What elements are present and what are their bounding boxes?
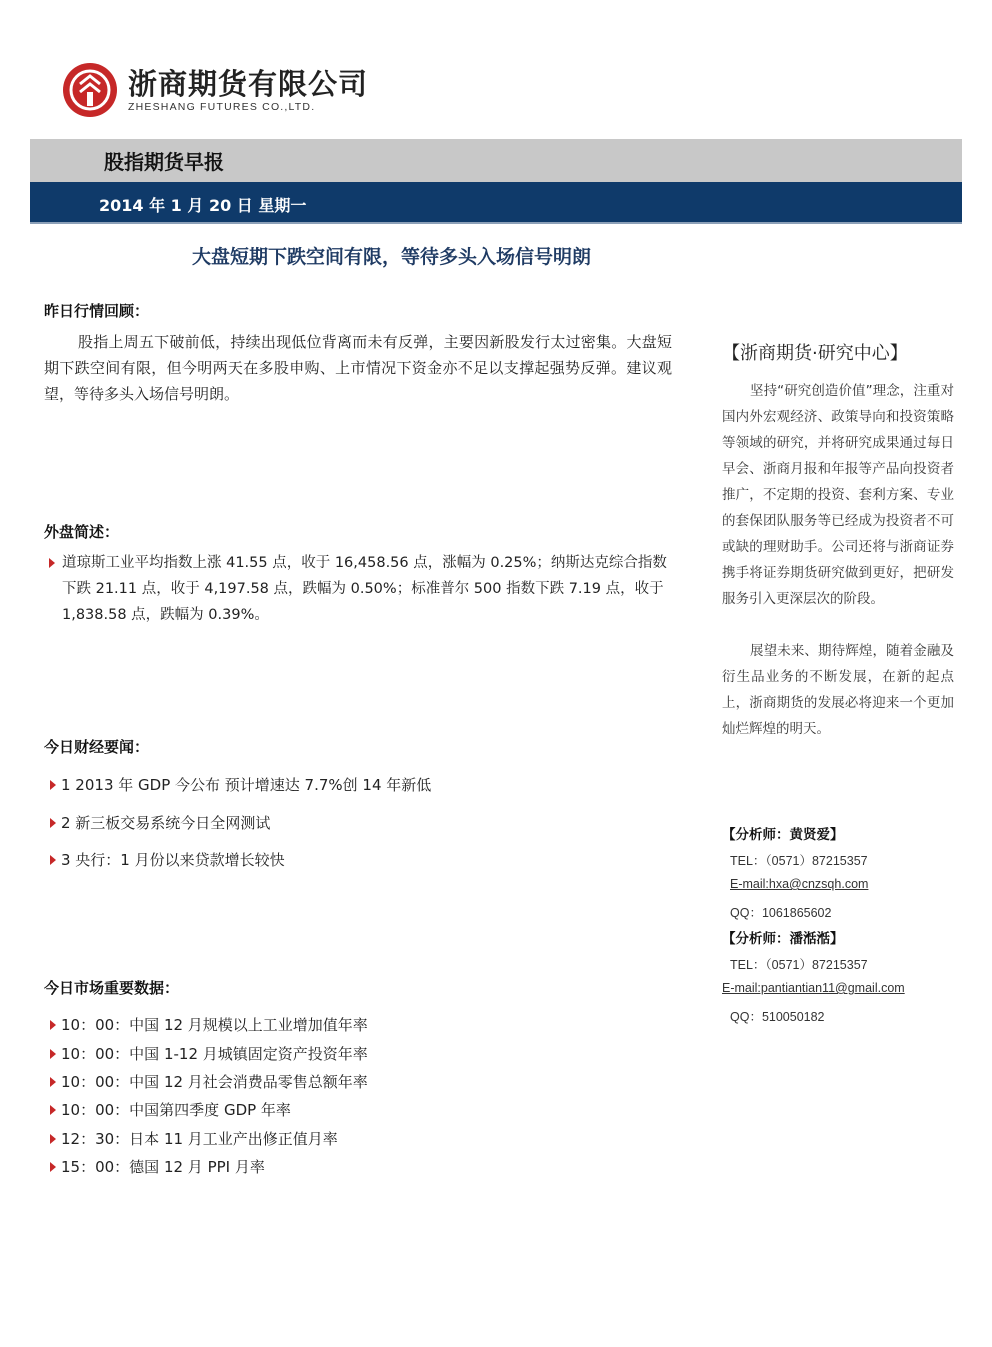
analyst-qq: QQ：510050182 xyxy=(730,1010,825,1024)
sidebar-outlook: 展望未来、期待辉煌，随着金融及衍生品业务的不断发展，在新的起点上，浙商期货的发展必将迎来一个更加灿烂辉煌的明天。 xyxy=(722,643,954,737)
analyst-tel: TEL：（0571）87215357 xyxy=(730,958,868,972)
overseas-text-block xyxy=(62,550,672,628)
market-data-title: 今日市场重要数据： xyxy=(44,979,180,997)
market-data-item: 10：00：中国 12 月社会消费品零售总额年率 xyxy=(50,1071,368,1092)
news-item: 3 央行：1 月份以来贷款增长较快 xyxy=(50,849,285,870)
market-data-item: 15：00：德国 12 月 PPI 月率 xyxy=(50,1156,265,1177)
sidebar-title: 【浙商期货·研究中心】 xyxy=(722,343,908,364)
news-item: 2 新三板交易系统今日全网测试 xyxy=(50,812,270,833)
bullet-icon xyxy=(49,558,55,568)
market-data-item: 12：30：日本 11 月工业产出修正值月率 xyxy=(50,1128,338,1149)
analyst-tel: TEL：（0571）87215357 xyxy=(730,854,868,868)
news-item: 1 2013 年 GDP 今公布 预计增速达 7.7%创 14 年新低 xyxy=(50,774,431,795)
bullet-icon xyxy=(50,780,56,790)
market-data-item: 10：00：中国 12 月规模以上工业增加值年率 xyxy=(50,1014,368,1035)
analyst-email-link[interactable]: E-mail:hxa@cnzsqh.com xyxy=(730,877,869,891)
news-title: 今日财经要闻： xyxy=(44,738,150,756)
analyst-name: 【分析师：黄贤爱】 xyxy=(722,827,844,843)
bullet-icon xyxy=(50,1020,56,1030)
bullet-icon xyxy=(50,1049,56,1059)
report-title: 股指期货早报 xyxy=(104,150,224,174)
review-text: 股指上周五下破前低，持续出现低位背离而未有反弹，主要因新股发行太过密集。大盘短期下跌空间有限，但今明两天在多股申购、上市情况下资金亦不足以支撑起强势反弹。建议观望，等待多头入场信号明朗。 xyxy=(44,333,672,403)
review-title: 昨日行情回顾： xyxy=(44,302,150,320)
overseas-text: 道琼斯工业平均指数上涨 41.55 点，收于 16,458.56 点，涨幅为 0.25%；纳斯达克综合指数下跌 21.11 点，收于 4,197.58 点，跌幅为 0.50%；标准普尔 500 指数下跌 7.19 点，收于 1,838.58 点，跌幅为 0.39%。 xyxy=(62,555,667,623)
report-date: 2014 年 1 月 20 日 星期一 xyxy=(99,196,307,215)
company-name-en: ZHESHANG FUTURES CO.,LTD. xyxy=(128,101,316,113)
overseas-title: 外盘简述： xyxy=(44,523,120,541)
company-logo-icon xyxy=(62,62,118,118)
analyst-qq: QQ：1061865602 xyxy=(730,906,832,920)
bullet-icon xyxy=(50,855,56,865)
sidebar-intro: 坚持“研究创造价值”理念，注重对国内外宏观经济、政策导向和投资策略等领域的研究，并将研究成果通过每日早会、浙商月报和年报等产品向投资者推广，不定期的投资、套利方案、专业的套保团队服务等已经成为投资者不可或缺的理财助手。公司还将与浙商证券携手将证券期货研究做到更好，把研发服务引入更深层次的阶段。 xyxy=(722,383,954,607)
bullet-icon xyxy=(50,1134,56,1144)
analyst-name: 【分析师：潘湉湉】 xyxy=(722,931,844,947)
company-name-cn: 浙商期货有限公司 xyxy=(128,67,369,101)
market-data-item: 10：00：中国第四季度 GDP 年率 xyxy=(50,1099,291,1120)
bullet-icon xyxy=(50,818,56,828)
bullet-icon xyxy=(50,1077,56,1087)
headline: 大盘短期下跌空间有限，等待多头入场信号明朗 xyxy=(192,246,592,268)
bullet-icon xyxy=(50,1105,56,1115)
bullet-icon xyxy=(50,1162,56,1172)
market-data-item: 10：00：中国 1-12 月城镇固定资产投资年率 xyxy=(50,1043,368,1064)
analyst-email-link[interactable]: E-mail:pantiantian11@gmail.com xyxy=(722,981,905,995)
